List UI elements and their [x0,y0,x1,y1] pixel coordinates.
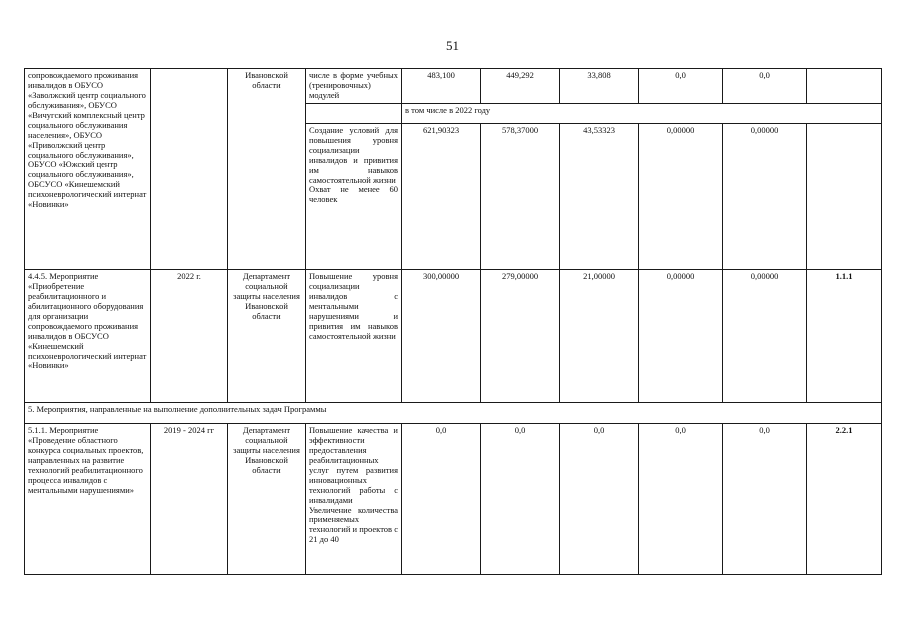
term-cell: 2022 г. [151,270,228,403]
indicator-code: 2.2.1 [807,424,882,575]
table-row [25,403,882,424]
section-title: 5. Мероприятия, направленные на выполнение дополнительных задач Программы [25,403,882,424]
value-local: 0,0 [639,424,723,575]
table-row [25,69,882,104]
term-cell: 2019 - 2024 гг [151,424,228,575]
activity-cell: 4.4.5. Мероприятие «Приобретение реабилитационного и абилитационного оборудования для организации сопровождаемого проживания инвалидов в ОБСУСО «Кинешемский психоневрологический интернат «Новинки» [25,270,151,403]
page-number: 51 [446,38,459,53]
result-cell: Повышение качества и эффективности предоставления реабилитационных услуг путем развития инновационных технологий работы с инвалидами Увеличение количества применяемых технологий и проектов с 21 до 40 [306,424,402,575]
executor-cell: Ивановской области [228,69,306,270]
value-local: 0,00000 [639,123,723,269]
result-cell: Создание условий для повышения уровня социализации инвалидов и привития им навыков самостоятельной жизни Охват не менее 60 человек [306,123,402,269]
program-activities-table [24,68,882,575]
executor-cell: Департамент социальной защиты населения Ивановской области [228,424,306,575]
activity-cell: сопровождаемого проживания инвалидов в ОБУСО «Заволжский центр социального обслуживания», ОБУСО «Вичугский комплексный центр социального обслуживания населения», ОБУСО «Приволжский центр социального обслуживания», ОБУСО «Южский центр социального обслуживания», ОБСУСО «Кинешемский психоневрологический интернат «Новинки» [25,69,151,270]
term-cell [151,69,228,270]
value-federal: 578,37000 [481,123,560,269]
value-other: 0,0 [723,424,807,575]
value-total: 483,100 [402,69,481,104]
value-federal: 0,0 [481,424,560,575]
value-regional: 33,808 [560,69,639,104]
value-total: 0,0 [402,424,481,575]
value-local: 0,00000 [639,270,723,403]
table-row [25,270,882,403]
indicator-code: 1.1.1 [807,270,882,403]
value-regional: 21,00000 [560,270,639,403]
value-regional: 0,0 [560,424,639,575]
year-subheader: в том числе в 2022 году [402,103,882,123]
indicator-code [807,69,882,104]
result-cell [306,103,402,123]
value-other: 0,00000 [723,270,807,403]
value-other: 0,0 [723,69,807,104]
value-total: 300,00000 [402,270,481,403]
result-cell: Повышение уровня социализации инвалидов с ментальными нарушениями и привития им навыков самостоятельной жизни [306,270,402,403]
table-row [25,424,882,575]
value-federal: 279,00000 [481,270,560,403]
value-total: 621,90323 [402,123,481,269]
value-regional: 43,53323 [560,123,639,269]
value-local: 0,0 [639,69,723,104]
value-other: 0,00000 [723,123,807,269]
executor-cell: Департамент социальной защиты населения Ивановской области [228,270,306,403]
result-cell: числе в форме учебных (тренировочных) модулей [306,69,402,104]
activity-cell: 5.1.1. Мероприятие «Проведение областного конкурса социальных проектов, направленных на развитие технологий реабилитационного процесса инвалидов с ментальными нарушениями» [25,424,151,575]
value-federal: 449,292 [481,69,560,104]
indicator-code [807,123,882,269]
